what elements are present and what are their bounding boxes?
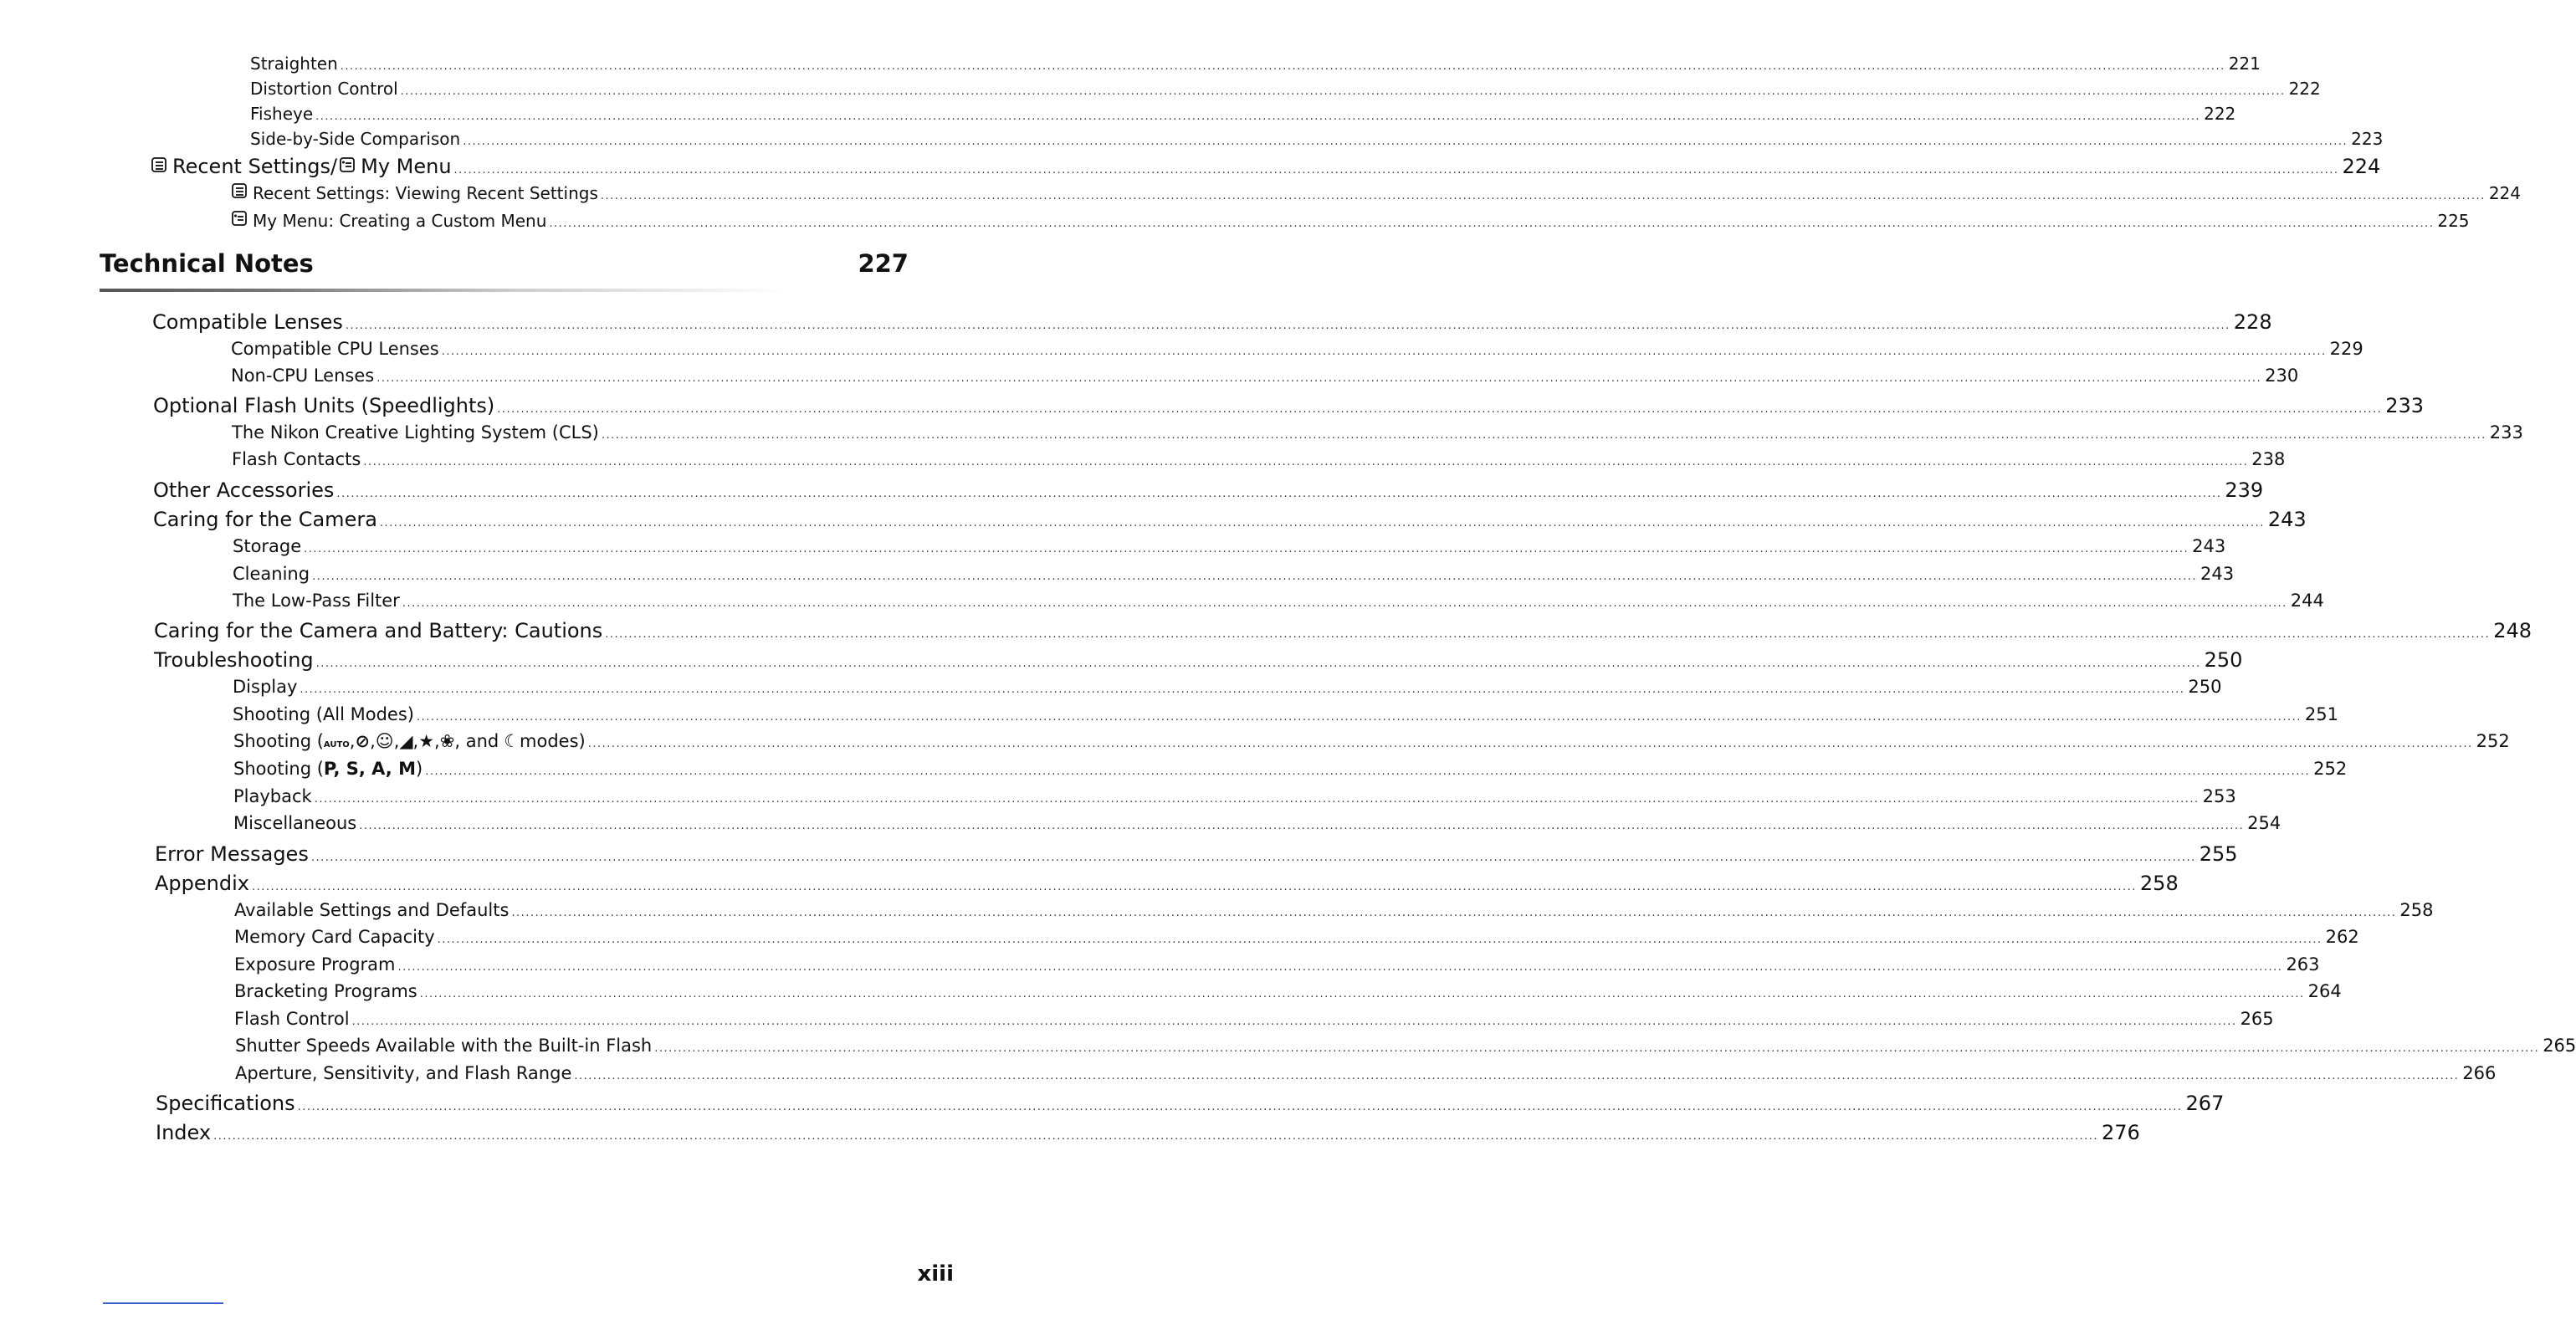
entry-page: 276 [2102,1121,2140,1144]
entry-label: Shooting ( [233,759,324,779]
toc-entry-main[interactable] [155,872,2179,895]
toc-entry-recent-mymenu[interactable] [151,155,2381,178]
entry-page: 255 [2199,842,2238,866]
leader-dots: ................................................................................................................................................................................................................................................................................................................................................................................................................ [297,1101,2183,1113]
entry-page: 267 [2185,1092,2225,1115]
entry-title [233,591,400,611]
toc-entry-sub[interactable] [234,1009,2274,1029]
entry-page: 230 [2265,366,2299,386]
entry-label: Side-by-Side Comparison [250,129,461,149]
entry-page: 266 [2462,1063,2497,1083]
entry-title [153,478,334,502]
entry-page: 251 [2304,704,2339,724]
entry-title [250,129,460,149]
exposure-modes: P, S, A, M [323,759,416,779]
landscape-mode-icon: ◢ [399,731,413,751]
entry-label: modes) [520,731,586,751]
toc-entry-main[interactable] [153,508,2307,531]
leader-dots: ................................................................................................................................................................................................................................................................................................................................................................................................................ [213,1130,2099,1143]
recent-settings-icon [151,156,167,173]
entry-page: 253 [2202,786,2236,806]
entry-title [156,1121,211,1144]
entry-title [233,704,414,724]
toc-entry-sub[interactable] [233,677,2222,697]
entry-title [234,954,396,975]
entry-page: 250 [2204,648,2243,672]
entry-page: 252 [2476,731,2510,751]
leader-dots: ................................................................................................................................................................................................................................................................................................................................................................................................................ [379,517,2265,529]
toc-entry-main[interactable] [153,394,2425,417]
toc-entry-sub[interactable] [233,564,2235,584]
entry-label: Shutter Speeds Available with the Built-in Flash [235,1036,653,1056]
entry-title [152,310,343,334]
entry-page: 263 [2286,954,2320,975]
entry-label: Miscellaneous [233,813,357,833]
leader-dots: ................................................................................................................................................................................................................................................................................................................................................................................................................ [453,164,2339,176]
entry-label: Display [233,677,298,697]
leader-dots: ................................................................................................................................................................................................................................................................................................................................................................................................................ [251,881,2137,893]
entry-page: 248 [2493,619,2532,642]
leader-dots: ................................................................................................................................................................................................................................................................................................................................................................................................................ [574,1070,2460,1082]
section-rule [100,289,786,292]
entry-page: 228 [2233,310,2272,334]
toc-entry-main[interactable] [156,1092,2225,1115]
toc-entry-sub[interactable] [234,900,2434,920]
toc-entry-sub[interactable] [234,927,2359,947]
entry-label: Shooting (All Modes) [233,704,414,724]
entry-title [250,79,398,99]
entry-label: Non-CPU Lenses [231,366,375,386]
entry-page: 265 [2240,1009,2274,1029]
entry-page: 265 [2543,1036,2576,1056]
flash-off-mode-icon: ⊘ [355,731,371,751]
entry-title [233,759,423,779]
entry-title [155,872,249,895]
toc-entry-main[interactable] [156,1121,2140,1144]
entry-label: Compatible Lenses [152,310,343,334]
entry-page: 224 [2342,155,2381,178]
leader-dots: ................................................................................................................................................................................................................................................................................................................................................................................................................ [363,456,2249,468]
entry-label: Playback [233,786,312,806]
toc-entry-main[interactable] [154,619,2532,642]
entry-title [156,1092,295,1115]
entry-label: Flash Control [234,1009,350,1029]
link-underline [103,1302,223,1304]
entry-page: 238 [2251,449,2286,469]
entry-label: Memory Card Capacity [234,927,435,947]
toc-entry[interactable] [250,104,2236,124]
entry-page: 239 [2225,478,2264,502]
toc-entry-sub[interactable] [233,813,2282,833]
leader-dots: ................................................................................................................................................................................................................................................................................................................................................................................................................ [402,597,2287,610]
toc-entry[interactable] [231,182,2521,203]
entry-label: Index [156,1121,212,1144]
entry-label: Recent Settings: Viewing Recent Settings [253,183,598,203]
entry-title [233,813,356,833]
entry-page: 252 [2313,759,2348,779]
toc-entry[interactable] [250,129,2384,149]
entry-label: ) [416,759,423,779]
entry-title [234,927,435,947]
leader-dots: ................................................................................................................................................................................................................................................................................................................................................................................................................ [419,988,2305,1000]
entry-label: Aperture, Sensitivity, and Flash Range [235,1063,572,1083]
entry-page: 222 [2204,104,2236,124]
toc-entry-sub[interactable] [235,1063,2497,1083]
entry-page: 244 [2290,591,2324,611]
toc-entry-sub[interactable] [233,704,2339,724]
toc-entry[interactable] [250,79,2321,99]
entry-page: 264 [2307,981,2342,1001]
entry-label: Bracketing Programs [234,981,417,1001]
entry-label: Caring for the Camera and Battery: Cautions [154,619,603,642]
entry-page: 254 [2247,813,2282,833]
leader-dots: ................................................................................................................................................................................................................................................................................................................................................................................................................ [376,372,2262,385]
toc-entry[interactable] [250,54,2261,74]
auto-mode-icon: AUTO [323,740,350,749]
entry-label: Other Accessories [153,478,335,502]
entry-label: Caring for the Camera [153,508,377,531]
entry-page: 233 [2489,422,2523,443]
entry-title [231,210,546,231]
entry-label: Appendix [155,872,249,895]
toc-entry-main[interactable] [155,842,2238,866]
entry-page: 258 [2399,900,2434,920]
leader-dots: ................................................................................................................................................................................................................................................................................................................................................................................................................ [497,403,2383,416]
entry-page: 233 [2385,394,2425,417]
entry-title [250,104,313,124]
entry-title [151,155,452,178]
leader-dots: ................................................................................................................................................................................................................................................................................................................................................................................................................ [400,85,2286,98]
entry-label: Optional Flash Units (Speedlights) [153,394,495,417]
entry-page: 229 [2329,339,2363,359]
entry-label: Recent Settings/ [172,155,338,178]
entry-title [233,536,301,556]
section-page: 227 [858,249,909,278]
entry-title [234,981,417,1001]
entry-title [233,564,310,584]
section-title: Technical Notes [100,249,314,278]
leader-dots: ................................................................................................................................................................................................................................................................................................................................................................................................................ [654,1042,2540,1055]
leader-dots: ................................................................................................................................................................................................................................................................................................................................................................................................................ [511,907,2397,919]
entry-page: 222 [2288,79,2321,99]
entry-title [232,449,361,469]
entry-label: Troubleshooting [154,648,314,672]
entry-page: 262 [2325,927,2359,947]
entry-label: Straighten [250,54,338,74]
leader-dots: ................................................................................................................................................................................................................................................................................................................................................................................................................ [359,820,2245,832]
leader-dots: ................................................................................................................................................................................................................................................................................................................................................................................................................ [300,683,2185,696]
entry-title [154,619,602,642]
entry-page: 225 [2437,211,2470,231]
entry-label: Fisheye [250,104,314,124]
toc-entry-sub[interactable] [233,731,2510,751]
leader-dots: ................................................................................................................................................................................................................................................................................................................................................................................................................ [441,345,2327,358]
entry-page: 243 [2200,564,2235,584]
leader-dots: ................................................................................................................................................................................................................................................................................................................................................................................................................ [315,657,2201,670]
entry-page: 224 [2488,183,2521,203]
entry-title [233,786,312,806]
leader-dots: ................................................................................................................................................................................................................................................................................................................................................................................................................ [315,110,2201,123]
entry-page: 243 [2267,508,2307,531]
leader-dots: ................................................................................................................................................................................................................................................................................................................................................................................................................ [587,738,2473,750]
leader-dots: ................................................................................................................................................................................................................................................................................................................................................................................................................ [340,60,2225,73]
portrait-mode-icon: ☺ [375,731,394,751]
entry-label: My Menu [361,155,452,178]
entry-page: 243 [2192,536,2226,556]
entry-page: 250 [2188,677,2222,697]
entry-label: Available Settings and Defaults [234,900,510,920]
leader-dots: ................................................................................................................................................................................................................................................................................................................................................................................................................ [312,570,2198,583]
section-heading[interactable] [100,249,909,278]
entry-title [235,1063,571,1083]
leader-dots: ................................................................................................................................................................................................................................................................................................................................................................................................................ [397,961,2283,974]
close-up-mode-icon: ❀ [439,731,455,751]
leader-dots: ................................................................................................................................................................................................................................................................................................................................................................................................................ [549,217,2435,230]
toc-entry-sub[interactable] [232,449,2286,469]
toc-entry-sub[interactable] [233,536,2226,556]
toc-entry-sub[interactable] [233,759,2348,779]
leader-dots: ................................................................................................................................................................................................................................................................................................................................................................................................................ [304,543,2189,555]
entry-label: Error Messages [155,842,309,866]
entry-title [231,366,374,386]
entry-label: My Menu: Creating a Custom Menu [253,211,547,231]
entry-label: The Low-Pass Filter [233,591,400,611]
entry-label: Exposure Program [234,954,396,975]
entry-title [153,508,377,531]
toc-entry-main[interactable] [153,478,2264,502]
leader-dots: ................................................................................................................................................................................................................................................................................................................................................................................................................ [463,136,2348,148]
toc-entry-sub[interactable] [234,981,2342,1001]
toc-entry[interactable] [231,210,2470,231]
toc-entry-sub[interactable] [233,786,2236,806]
entry-title: Shooting ( AUTO , ⊘ , ☺ , ◢ , ★ , ❀ , and ☾ modes) [233,731,586,751]
entry-label: Specifications [156,1092,295,1115]
recent-settings-icon [231,182,248,199]
entry-title [250,54,338,74]
leader-dots: ................................................................................................................................................................................................................................................................................................................................................................................................................ [310,852,2196,864]
entry-label: Shooting ( [233,731,324,751]
my-menu-icon [231,210,248,227]
entry-page: 221 [2228,54,2261,74]
toc-entry-sub[interactable] [235,1036,2576,1056]
entry-label: Flash Contacts [232,449,361,469]
my-menu-icon [339,156,356,173]
leader-dots: ................................................................................................................................................................................................................................................................................................................................................................................................................ [314,793,2200,806]
entry-title [153,394,494,417]
entry-title [233,677,297,697]
entry-title [234,900,509,920]
entry-label: , and [454,731,499,751]
leader-dots: ................................................................................................................................................................................................................................................................................................................................................................................................................ [600,190,2486,202]
toc-entry-sub[interactable] [233,591,2324,611]
leader-dots: ................................................................................................................................................................................................................................................................................................................................................................................................................ [345,320,2230,332]
child-mode-icon: ★ [418,731,435,751]
toc-entry-sub[interactable] [231,339,2363,359]
leader-dots: ................................................................................................................................................................................................................................................................................................................................................................................................................ [601,429,2486,442]
entry-title [232,422,599,443]
leader-dots: ................................................................................................................................................................................................................................................................................................................................................................................................................ [437,934,2322,946]
leader-dots: ................................................................................................................................................................................................................................................................................................................................................................................................................ [351,1015,2237,1028]
toc-entry-main[interactable] [154,648,2243,672]
leader-dots: ................................................................................................................................................................................................................................................................................................................................................................................................................ [336,488,2222,500]
entry-label: Distortion Control [250,79,398,99]
entry-label: Storage [233,536,302,556]
entry-page: 258 [2139,872,2179,895]
leader-dots: ................................................................................................................................................................................................................................................................................................................................................................................................................ [416,711,2302,724]
leader-dots: ................................................................................................................................................................................................................................................................................................................................................................................................................ [425,765,2311,778]
entry-page: 223 [2351,129,2384,149]
entry-title [231,339,439,359]
leader-dots: ................................................................................................................................................................................................................................................................................................................................................................................................................ [605,628,2491,641]
entry-title [234,1009,350,1029]
entry-label: Compatible CPU Lenses [231,339,439,359]
night-portrait-mode-icon: ☾ [504,731,520,751]
toc-entry-sub[interactable] [231,366,2299,386]
toc-entry-sub[interactable] [234,954,2320,975]
entry-title [235,1036,652,1056]
entry-title [155,842,309,866]
entry-title [154,648,314,672]
page-number: xiii [917,1261,954,1287]
entry-label: Cleaning [233,564,310,584]
entry-title [231,182,598,203]
entry-label: The Nikon Creative Lighting System (CLS) [232,422,599,443]
toc-entry-sub[interactable] [232,422,2523,443]
toc-entry-main[interactable] [152,310,2272,334]
